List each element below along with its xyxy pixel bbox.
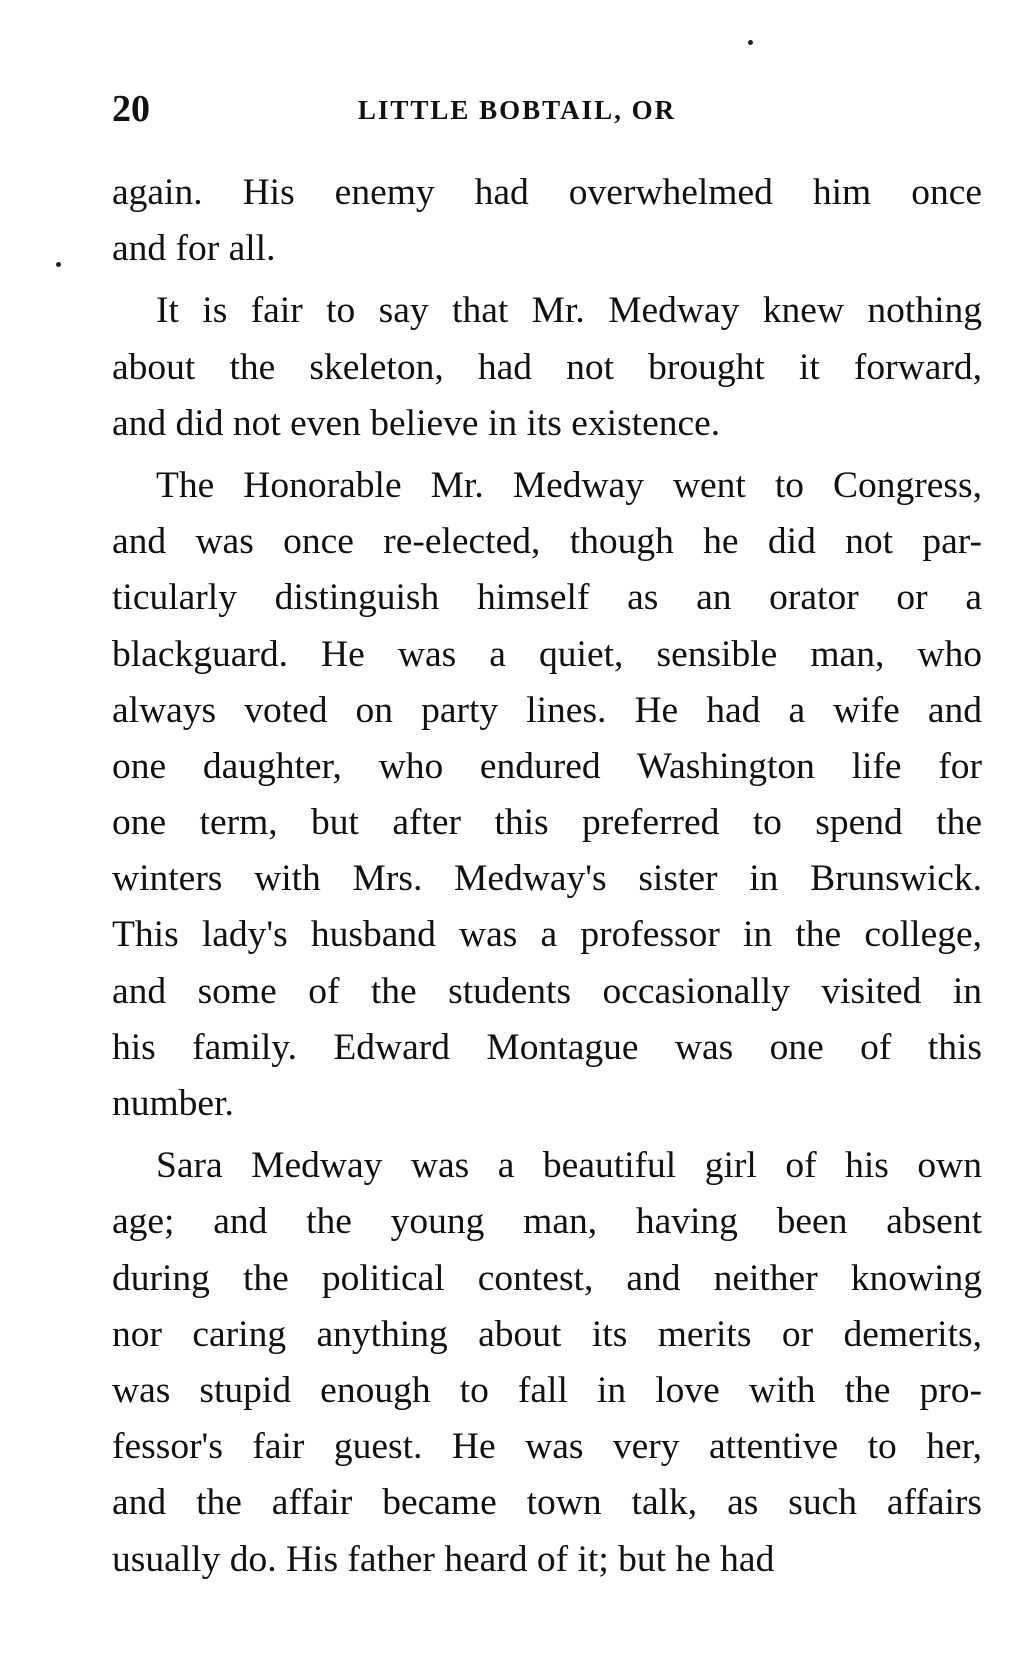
paragraph bbox=[112, 165, 982, 277]
text-line: blackguard. He was a quiet, sensible man, who bbox=[112, 633, 982, 675]
running-title: LITTLE BOBTAIL, OR bbox=[357, 95, 677, 125]
text-line: It is fair to say that Mr. Medway knew nothing bbox=[156, 290, 982, 332]
text-line: and for all. bbox=[112, 228, 276, 270]
text-line: and was once re-elected, though he did not par- bbox=[112, 521, 982, 563]
text-line: always voted on party lines. He had a wife and bbox=[112, 689, 982, 731]
text-line: about the skeleton, had not brought it forward, bbox=[112, 346, 982, 388]
paragraph bbox=[112, 458, 982, 1132]
text-line: nor caring anything about its merits or demerits, bbox=[112, 1313, 982, 1355]
text-line: number. bbox=[112, 1083, 234, 1124]
text-line: fessor's fair guest. He was very attentive to her, bbox=[112, 1426, 982, 1468]
text-line: and the affair became town talk, as such affairs bbox=[112, 1482, 982, 1524]
page-header bbox=[112, 84, 982, 134]
text-line: one term, but after this preferred to spend the bbox=[112, 802, 982, 844]
scan-speck bbox=[56, 262, 61, 267]
text-line: again. His enemy had overwhelmed him once bbox=[112, 172, 982, 213]
body-text bbox=[112, 165, 982, 1588]
text-line: This lady's husband was a professor in the college, bbox=[112, 914, 982, 956]
text-line: winters with Mrs. Medway's sister in Brunswick. bbox=[112, 858, 982, 900]
text-line: The Honorable Mr. Medway went to Congress, bbox=[156, 464, 982, 506]
text-line: and did not even believe in its existence. bbox=[112, 402, 721, 444]
paragraph bbox=[112, 1138, 982, 1588]
text-line: during the political contest, and neither knowing bbox=[112, 1257, 982, 1299]
text-line: and some of the students occasionally visited in bbox=[112, 970, 982, 1012]
page-number: 20 bbox=[112, 88, 150, 130]
text-line: usually do. His father heard of it; but he had bbox=[112, 1538, 775, 1580]
text-line: his family. Edward Montague was one of this bbox=[112, 1026, 982, 1068]
text-line: was stupid enough to fall in love with the pro- bbox=[112, 1369, 982, 1411]
scan-speck bbox=[748, 40, 753, 45]
text-line: one daughter, who endured Washington life for bbox=[112, 745, 982, 787]
text-line: Sara Medway was a beautiful girl of his own bbox=[156, 1145, 982, 1187]
text-line: ticularly distinguish himself as an orator or a bbox=[112, 577, 982, 619]
paragraph bbox=[112, 283, 982, 452]
text-line: age; and the young man, having been absent bbox=[112, 1201, 982, 1243]
